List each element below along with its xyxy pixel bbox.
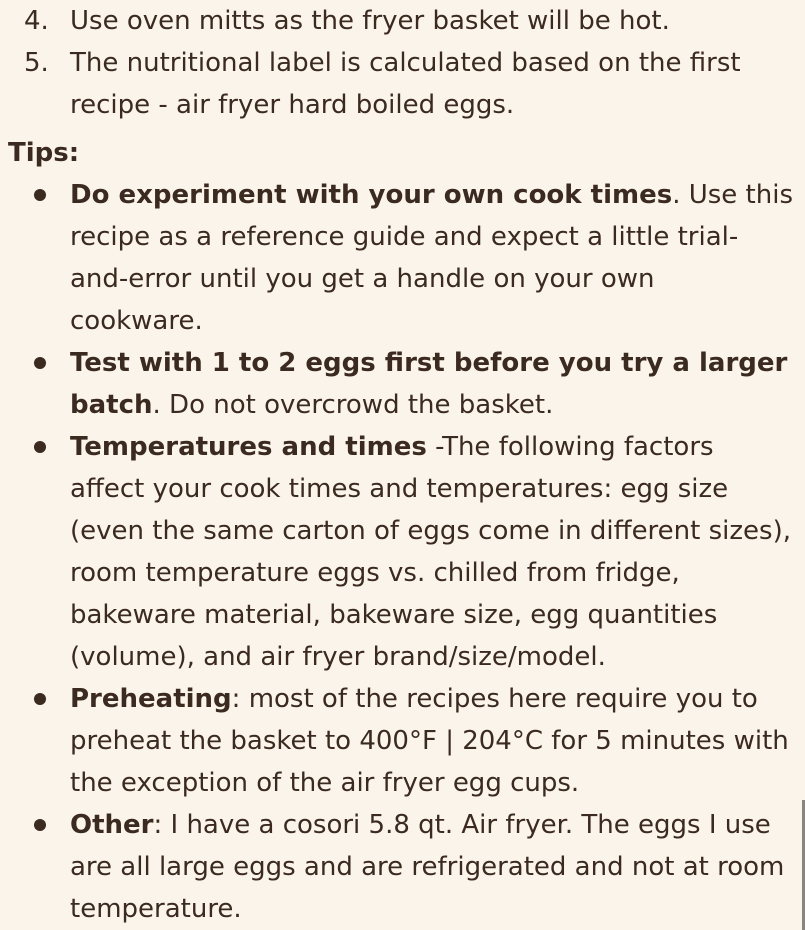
tip-item-other	[0, 804, 805, 930]
tip-item-test-eggs	[0, 342, 805, 426]
tip-lead: Do experiment with your own cook times	[70, 180, 673, 210]
note-text: Use oven mitts as the fryer basket will be hot.	[70, 6, 670, 36]
tips-heading: Tips:	[8, 138, 80, 168]
note-text: The nutritional label is calculated based on the first recipe - air fryer hard boiled eggs.	[70, 48, 741, 120]
bullet-icon	[34, 819, 46, 831]
bullet-icon	[34, 693, 46, 705]
tip-text: -The following factors affect your cook times and temperatures: egg size (even the same carton of eggs come in different sizes), room temperature eggs vs. chilled from fridge, bakeware material, bakeware size, egg quantities (volume), and air fryer brand/size/model.	[70, 432, 791, 672]
bullet-icon	[34, 357, 46, 369]
numbered-note-5	[0, 42, 805, 126]
tip-lead: Test with 1 to 2 eggs first before you try a larger batch	[70, 348, 788, 420]
tip-lead: Preheating	[70, 684, 232, 714]
numbered-notes-list	[0, 0, 805, 126]
tip-text: . Use this recipe as a reference guide and expect a little trial-and-error until you get a handle on your own cookware.	[70, 180, 793, 336]
bullet-icon	[34, 441, 46, 453]
note-number: 5.	[24, 48, 49, 78]
tip-item-temperatures	[0, 426, 805, 678]
numbered-note-4	[0, 0, 805, 42]
tip-text: . Do not overcrowd the basket.	[152, 390, 554, 420]
bullet-icon	[34, 189, 46, 201]
tips-list	[0, 174, 805, 930]
tip-lead: Other	[70, 810, 154, 840]
note-number: 4.	[24, 6, 49, 36]
tip-lead: Temperatures and times	[70, 432, 427, 462]
tip-text: : I have a cosori 5.8 qt. Air fryer. The eggs I use are all large eggs and are refrigerated and not at room temperature.	[70, 810, 785, 924]
tip-text: : most of the recipes here require you to preheat the basket to 400°F | 204°C for 5 minutes with the exception of the air fryer egg cups.	[70, 684, 789, 798]
tip-item-experiment	[0, 174, 805, 342]
tip-item-preheating	[0, 678, 805, 804]
